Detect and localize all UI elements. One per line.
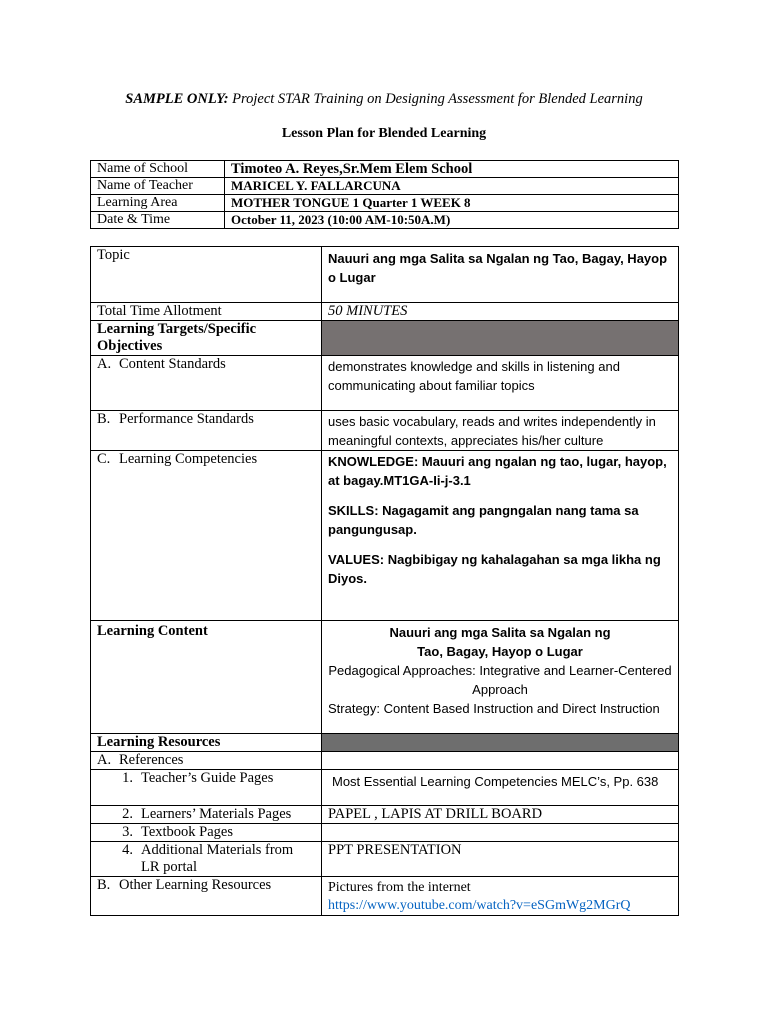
ref-item-2-label-cell xyxy=(91,806,322,824)
list-marker: 3. xyxy=(122,824,133,840)
list-marker: A. xyxy=(97,356,112,372)
table-row xyxy=(91,806,679,824)
date-time-label: Date & Time xyxy=(91,212,225,229)
other-resources-cell xyxy=(322,877,679,916)
ref-item-1-cell xyxy=(322,770,679,806)
table-row xyxy=(91,842,679,877)
list-marker: B. xyxy=(97,877,111,893)
ref-item-1-label: Teacher’s Guide Pages xyxy=(141,770,274,786)
school-name-label: Name of School xyxy=(91,161,225,178)
table-row xyxy=(91,247,679,303)
table-row xyxy=(91,770,679,806)
ref-item-1-label-cell xyxy=(91,770,322,806)
ref-item-3-label-cell xyxy=(91,824,322,842)
content-standards-label: Content Standards xyxy=(119,356,226,372)
table-row xyxy=(91,621,679,734)
content-standards-label-cell xyxy=(91,356,322,411)
table-row xyxy=(91,356,679,411)
ref-item-4-label-cell xyxy=(91,842,322,877)
learning-content-strategy: Strategy: Content Based Instruction and Direct Instruction xyxy=(328,701,660,716)
learning-targets-shaded-cell xyxy=(322,321,679,356)
time-allotment-value: 50 MINUTES xyxy=(322,303,679,321)
performance-standards-label: Performance Standards xyxy=(119,411,254,427)
table-row xyxy=(91,451,679,621)
ref-item-4-value: PPT PRESENTATION xyxy=(322,842,679,877)
table-row xyxy=(91,303,679,321)
sample-label: SAMPLE ONLY: xyxy=(125,91,229,107)
ref-item-4-label: Additional Materials from LR portal xyxy=(141,842,294,875)
topic-cell xyxy=(322,247,679,303)
school-name-value: Timoteo A. Reyes,Sr.Mem Elem School xyxy=(225,161,679,178)
references-value-cell xyxy=(322,752,679,770)
list-marker: 2. xyxy=(122,806,133,822)
learning-area-label: Learning Area xyxy=(91,195,225,212)
teacher-name-label: Name of Teacher xyxy=(91,178,225,195)
date-time-value: October 11, 2023 (10:00 AM-10:50A.M) xyxy=(225,212,679,229)
list-marker: B. xyxy=(97,411,111,427)
ref-item-2-label: Learners’ Materials Pages xyxy=(141,806,292,822)
learning-competencies-label: Learning Competencies xyxy=(119,451,258,467)
learning-content-title-2: Tao, Bagay, Hayop o Lugar xyxy=(417,644,583,659)
performance-standards-value: uses basic vocabulary, reads and writes independently in meaningful contexts, appreciates his/her culture xyxy=(328,414,656,448)
learning-competencies-cell xyxy=(322,451,679,621)
table-row xyxy=(91,161,679,178)
competency-knowledge: KNOWLEDGE: Mauuri ang ngalan ng tao, lugar, hayop, at bagay.MT1GA-Ii-j-3.1 xyxy=(328,454,667,488)
lesson-plan-title: Lesson Plan for Blended Learning xyxy=(281,126,487,141)
time-allotment-label: Total Time Allotment xyxy=(91,303,322,321)
table-row xyxy=(91,824,679,842)
topic-label: Topic xyxy=(91,247,322,303)
table-row xyxy=(91,411,679,451)
other-resources-label-cell xyxy=(91,877,322,916)
learning-content-label: Learning Content xyxy=(91,621,322,734)
list-marker: 1. xyxy=(122,770,133,786)
other-resources-label: Other Learning Resources xyxy=(119,877,272,893)
ref-item-1-value: Most Essential Learning Competencies MELC’s, Pp. 638 xyxy=(332,774,659,789)
document-subtitle xyxy=(0,91,768,108)
other-resources-value: Pictures from the internet xyxy=(328,880,471,895)
learning-content-title-1: Nauuri ang mga Salita sa Ngalan ng xyxy=(389,625,611,640)
references-label-cell xyxy=(91,752,322,770)
learning-content-approach: Pedagogical Approaches: Integrative and Learner-Centered Approach xyxy=(328,663,672,697)
list-marker: A. xyxy=(97,752,112,768)
ref-item-3-label: Textbook Pages xyxy=(141,824,234,840)
sample-text: Project STAR Training on Designing Assessment for Blended Learning xyxy=(232,91,643,107)
table-row xyxy=(91,212,679,229)
content-standards-cell xyxy=(322,356,679,411)
table-row xyxy=(91,321,679,356)
content-standards-value: demonstrates knowledge and skills in listening and communicating about familiar topics xyxy=(328,359,620,393)
ref-item-3-value xyxy=(322,824,679,842)
youtube-link[interactable]: https://www.youtube.com/watch?v=eSGmWg2MGrQ xyxy=(328,898,631,913)
learning-resources-label: Learning Resources xyxy=(91,734,322,752)
table-row xyxy=(91,178,679,195)
table-row xyxy=(91,752,679,770)
list-marker: C. xyxy=(97,451,111,467)
competency-skills: SKILLS: Nagagamit ang pangngalan nang tama sa pangungusap. xyxy=(328,503,639,537)
school-info-table xyxy=(90,160,679,229)
learning-targets-label: Learning Targets/Specific Objectives xyxy=(91,321,322,356)
performance-standards-label-cell xyxy=(91,411,322,451)
table-row xyxy=(91,195,679,212)
lesson-plan-table xyxy=(90,246,679,916)
teacher-name-value: MARICEL Y. FALLARCUNA xyxy=(225,178,679,195)
ref-item-2-value: PAPEL , LAPIS AT DRILL BOARD xyxy=(322,806,679,824)
learning-competencies-label-cell xyxy=(91,451,322,621)
topic-value: Nauuri ang mga Salita sa Ngalan ng Tao, Bagay, Hayop o Lugar xyxy=(328,251,668,285)
list-marker: 4. xyxy=(122,842,133,858)
table-row xyxy=(91,877,679,916)
table-row xyxy=(91,734,679,752)
learning-resources-shaded-cell xyxy=(322,734,679,752)
learning-area-value: MOTHER TONGUE 1 Quarter 1 WEEK 8 xyxy=(225,195,679,212)
competency-values: VALUES: Nagbibigay ng kahalagahan sa mga likha ng Diyos. xyxy=(328,552,661,586)
performance-standards-cell xyxy=(322,411,679,451)
references-label: References xyxy=(119,752,184,768)
learning-content-cell xyxy=(322,621,679,734)
